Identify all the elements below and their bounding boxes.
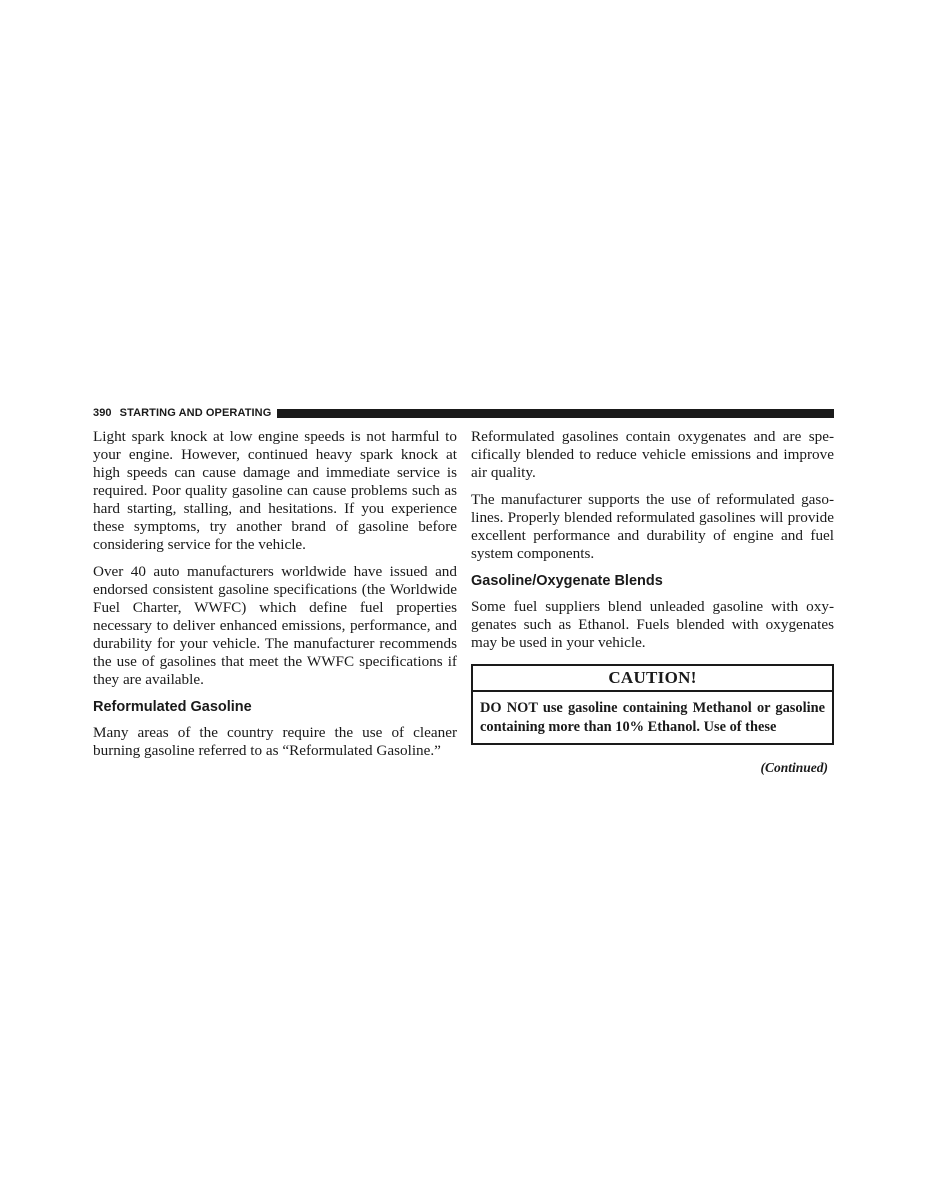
heading-reformulated-gasoline: Reformulated Gasoline	[93, 699, 252, 715]
right-column	[471, 428, 834, 777]
paragraph-spark-knock: Light spark knock at low engine speeds is not harmful to your engine. However, continued heavy spark knock at high speeds can cause damage and immediate service is required. Poor quality gasoline can cause problems such as hard starting, stalling, and hesitations. If you experience these symptoms, try another brand of gasoline before considering service for the vehicle.	[93, 428, 457, 553]
paragraph-fuel-suppliers: Some fuel suppliers blend unleaded gasoline with oxygenates such as Ethanol. Fuels blended with oxygenates may be used in your vehicle.	[471, 598, 834, 651]
caution-title: CAUTION!	[473, 666, 832, 692]
paragraph-wwfc: Over 40 auto manufacturers worldwide have issued and endorsed consistent gasoline specifications (the Worldwide Fuel Charter, WWFC) which define fuel properties necessary to deliver enhanced emissions, performance, and durability for your vehicle. The manufacturer recommends the use of gasolines that meet the WWFC specifications if they are available.	[93, 563, 457, 688]
paragraph-oxygenates: Reformulated gasolines contain oxygenates and are specifically blended to reduce vehicle emissions and improve air quality.	[471, 428, 834, 481]
header-rule	[277, 409, 834, 418]
left-column	[93, 428, 457, 769]
caution-body: DO NOT use gasoline containing Methanol or gasoline containing more than 10% Ethanol. Use of these	[480, 700, 825, 735]
heading-oxygenate-blends: Gasoline/Oxygenate Blends	[471, 573, 663, 589]
caution-box	[471, 664, 834, 745]
section-title: STARTING AND OPERATING	[119, 407, 272, 419]
page-number: 390	[93, 407, 112, 419]
paragraph-manufacturer-support: The manufacturer supports the use of reformulated gasolines. Properly blended reformulated gasolines will provide excellent performance and durability of engine and fuel system components.	[471, 491, 834, 562]
paragraph-cleaner-burning: Many areas of the country require the use of cleaner burning gasoline referred to as “Reformulated Gasoline.”	[93, 724, 457, 759]
page-header	[93, 405, 834, 421]
continued-label: (Continued)	[760, 760, 828, 775]
